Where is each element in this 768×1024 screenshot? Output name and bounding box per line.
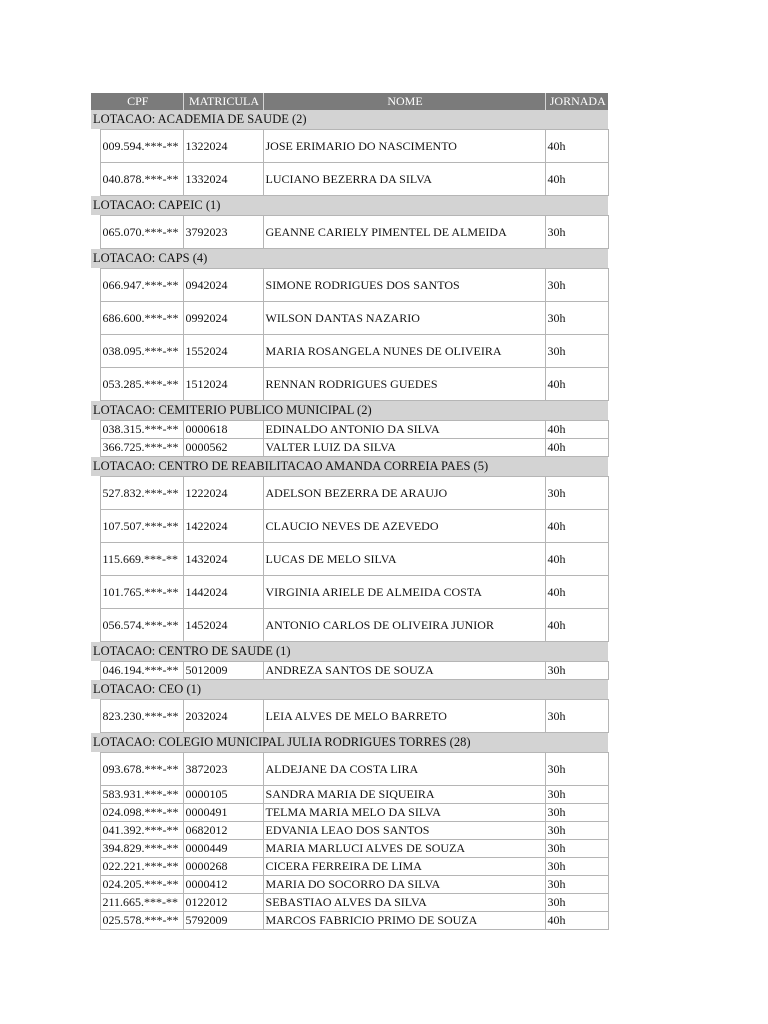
cell-cpf: 038.315.***-** [100, 421, 183, 439]
cell-jornada: 30h [545, 216, 608, 249]
cell-jornada: 30h [545, 894, 608, 912]
cell-matricula: 1452024 [183, 609, 263, 642]
lotacao-title: LOTACAO: CENTRO DE SAUDE (1) [91, 642, 608, 662]
cell-matricula: 0000268 [183, 858, 263, 876]
row-indent [91, 130, 100, 163]
table-row [91, 822, 608, 840]
cell-cpf: 040.878.***-** [100, 163, 183, 196]
cell-cpf: 066.947.***-** [100, 269, 183, 302]
cell-matricula: 0122012 [183, 894, 263, 912]
cell-cpf: 107.507.***-** [100, 510, 183, 543]
cell-matricula: 1432024 [183, 543, 263, 576]
lotacao-group-header [91, 401, 608, 421]
table-row [91, 840, 608, 858]
cell-nome: MARIA DO SOCORRO DA SILVA [263, 876, 545, 894]
lotacao-group-header [91, 680, 608, 700]
row-indent [91, 302, 100, 335]
row-indent [91, 543, 100, 576]
cell-matricula: 1322024 [183, 130, 263, 163]
row-indent [91, 894, 100, 912]
table-row [91, 439, 608, 457]
lotacao-group-header [91, 196, 608, 216]
table-row [91, 609, 608, 642]
table-row [91, 421, 608, 439]
cell-nome: TELMA MARIA MELO DA SILVA [263, 804, 545, 822]
cell-nome: SANDRA MARIA DE SIQUEIRA [263, 786, 545, 804]
cell-cpf: 024.098.***-** [100, 804, 183, 822]
cell-matricula: 3792023 [183, 216, 263, 249]
cell-cpf: 056.574.***-** [100, 609, 183, 642]
cell-nome: ANDREZA SANTOS DE SOUZA [263, 662, 545, 680]
cell-jornada: 30h [545, 302, 608, 335]
cell-matricula: 0000562 [183, 439, 263, 457]
cell-jornada: 30h [545, 700, 608, 733]
cell-nome: EDINALDO ANTONIO DA SILVA [263, 421, 545, 439]
cell-jornada: 40h [545, 543, 608, 576]
row-indent [91, 335, 100, 368]
cell-cpf: 115.669.***-** [100, 543, 183, 576]
cell-nome: LUCAS DE MELO SILVA [263, 543, 545, 576]
cell-jornada: 40h [545, 510, 608, 543]
cell-jornada: 30h [545, 662, 608, 680]
row-indent [91, 840, 100, 858]
cell-matricula: 0000491 [183, 804, 263, 822]
cell-matricula: 0992024 [183, 302, 263, 335]
row-indent [91, 439, 100, 457]
table-row [91, 477, 608, 510]
cell-cpf: 101.765.***-** [100, 576, 183, 609]
cell-nome: LEIA ALVES DE MELO BARRETO [263, 700, 545, 733]
table-row [91, 302, 608, 335]
table-body [91, 110, 608, 930]
cell-cpf: 065.070.***-** [100, 216, 183, 249]
cell-jornada: 40h [545, 421, 608, 439]
row-indent [91, 163, 100, 196]
cell-cpf: 211.665.***-** [100, 894, 183, 912]
table-row [91, 700, 608, 733]
cell-jornada: 30h [545, 269, 608, 302]
table-row [91, 804, 608, 822]
cell-cpf: 583.931.***-** [100, 786, 183, 804]
row-indent [91, 216, 100, 249]
table-row [91, 858, 608, 876]
cell-cpf: 022.221.***-** [100, 858, 183, 876]
cell-jornada: 40h [545, 163, 608, 196]
cell-cpf: 366.725.***-** [100, 439, 183, 457]
cell-jornada: 40h [545, 368, 608, 401]
cell-jornada: 30h [545, 876, 608, 894]
cell-matricula: 0682012 [183, 822, 263, 840]
cell-nome: GEANNE CARIELY PIMENTEL DE ALMEIDA [263, 216, 545, 249]
cell-jornada: 40h [545, 912, 608, 930]
cell-jornada: 40h [545, 609, 608, 642]
cell-jornada: 40h [545, 576, 608, 609]
table-row [91, 163, 608, 196]
table-row [91, 335, 608, 368]
cell-nome: VIRGINIA ARIELE DE ALMEIDA COSTA [263, 576, 545, 609]
row-indent [91, 662, 100, 680]
row-indent [91, 477, 100, 510]
employee-table [91, 93, 609, 930]
cell-nome: ADELSON BEZERRA DE ARAUJO [263, 477, 545, 510]
row-indent [91, 753, 100, 786]
row-indent [91, 269, 100, 302]
row-indent [91, 368, 100, 401]
table-row [91, 753, 608, 786]
cell-cpf: 527.832.***-** [100, 477, 183, 510]
cell-nome: SIMONE RODRIGUES DOS SANTOS [263, 269, 545, 302]
row-indent [91, 576, 100, 609]
cell-matricula: 1332024 [183, 163, 263, 196]
cell-nome: RENNAN RODRIGUES GUEDES [263, 368, 545, 401]
cell-matricula: 0000449 [183, 840, 263, 858]
cell-cpf: 093.678.***-** [100, 753, 183, 786]
cell-cpf: 025.578.***-** [100, 912, 183, 930]
row-indent [91, 858, 100, 876]
cell-matricula: 1422024 [183, 510, 263, 543]
cell-nome: SEBASTIAO ALVES DA SILVA [263, 894, 545, 912]
lotacao-title: LOTACAO: CEMITERIO PUBLICO MUNICIPAL (2) [91, 401, 608, 421]
cell-nome: VALTER LUIZ DA SILVA [263, 439, 545, 457]
cell-nome: LUCIANO BEZERRA DA SILVA [263, 163, 545, 196]
lotacao-group-header [91, 642, 608, 662]
table-row [91, 216, 608, 249]
table-row [91, 130, 608, 163]
cell-cpf: 686.600.***-** [100, 302, 183, 335]
row-indent [91, 609, 100, 642]
cell-nome: MARIA MARLUCI ALVES DE SOUZA [263, 840, 545, 858]
cell-jornada: 30h [545, 753, 608, 786]
row-indent [91, 876, 100, 894]
table-row [91, 786, 608, 804]
lotacao-group-header [91, 110, 608, 130]
cell-matricula: 2032024 [183, 700, 263, 733]
cell-matricula: 1512024 [183, 368, 263, 401]
cell-nome: MARIA ROSANGELA NUNES DE OLIVEIRA [263, 335, 545, 368]
cell-nome: ALDEJANE DA COSTA LIRA [263, 753, 545, 786]
cell-nome: CICERA FERREIRA DE LIMA [263, 858, 545, 876]
cell-nome: WILSON DANTAS NAZARIO [263, 302, 545, 335]
cell-jornada: 30h [545, 477, 608, 510]
cell-nome: EDVANIA LEAO DOS SANTOS [263, 822, 545, 840]
table-row [91, 368, 608, 401]
lotacao-group-header [91, 457, 608, 477]
table-row [91, 912, 608, 930]
cell-matricula: 0000105 [183, 786, 263, 804]
table-row [91, 269, 608, 302]
header-row [91, 93, 608, 110]
cell-matricula: 0000412 [183, 876, 263, 894]
lotacao-group-header [91, 249, 608, 269]
cell-jornada: 30h [545, 822, 608, 840]
cell-matricula: 0000618 [183, 421, 263, 439]
header-matricula: MATRICULA [183, 93, 263, 110]
row-indent [91, 912, 100, 930]
cell-matricula: 1442024 [183, 576, 263, 609]
lotacao-title: LOTACAO: CENTRO DE REABILITACAO AMANDA CORREIA PAES (5) [91, 457, 608, 477]
table-row [91, 543, 608, 576]
cell-matricula: 0942024 [183, 269, 263, 302]
table-row [91, 876, 608, 894]
cell-cpf: 823.230.***-** [100, 700, 183, 733]
lotacao-title: LOTACAO: ACADEMIA DE SAUDE (2) [91, 110, 608, 130]
cell-matricula: 3872023 [183, 753, 263, 786]
lotacao-title: LOTACAO: COLEGIO MUNICIPAL JULIA RODRIGUES TORRES (28) [91, 733, 608, 753]
header-jornada: JORNADA [545, 93, 608, 110]
header-cpf: CPF [91, 93, 183, 110]
cell-jornada: 40h [545, 130, 608, 163]
table-row [91, 662, 608, 680]
table-row [91, 894, 608, 912]
lotacao-title: LOTACAO: CAPEIC (1) [91, 196, 608, 216]
row-indent [91, 700, 100, 733]
cell-jornada: 30h [545, 786, 608, 804]
cell-jornada: 40h [545, 439, 608, 457]
row-indent [91, 822, 100, 840]
cell-cpf: 009.594.***-** [100, 130, 183, 163]
cell-matricula: 1222024 [183, 477, 263, 510]
row-indent [91, 421, 100, 439]
table-row [91, 576, 608, 609]
row-indent [91, 786, 100, 804]
lotacao-title: LOTACAO: CEO (1) [91, 680, 608, 700]
lotacao-group-header [91, 733, 608, 753]
cell-nome: MARCOS FABRICIO PRIMO DE SOUZA [263, 912, 545, 930]
header-nome: NOME [263, 93, 545, 110]
cell-nome: CLAUCIO NEVES DE AZEVEDO [263, 510, 545, 543]
cell-jornada: 30h [545, 840, 608, 858]
cell-matricula: 1552024 [183, 335, 263, 368]
cell-jornada: 30h [545, 335, 608, 368]
cell-cpf: 046.194.***-** [100, 662, 183, 680]
cell-matricula: 5792009 [183, 912, 263, 930]
cell-nome: ANTONIO CARLOS DE OLIVEIRA JUNIOR [263, 609, 545, 642]
lotacao-title: LOTACAO: CAPS (4) [91, 249, 608, 269]
row-indent [91, 804, 100, 822]
cell-cpf: 053.285.***-** [100, 368, 183, 401]
cell-matricula: 5012009 [183, 662, 263, 680]
cell-cpf: 041.392.***-** [100, 822, 183, 840]
cell-cpf: 394.829.***-** [100, 840, 183, 858]
row-indent [91, 510, 100, 543]
cell-cpf: 024.205.***-** [100, 876, 183, 894]
cell-nome: JOSE ERIMARIO DO NASCIMENTO [263, 130, 545, 163]
cell-jornada: 30h [545, 804, 608, 822]
cell-cpf: 038.095.***-** [100, 335, 183, 368]
cell-jornada: 30h [545, 858, 608, 876]
table-row [91, 510, 608, 543]
